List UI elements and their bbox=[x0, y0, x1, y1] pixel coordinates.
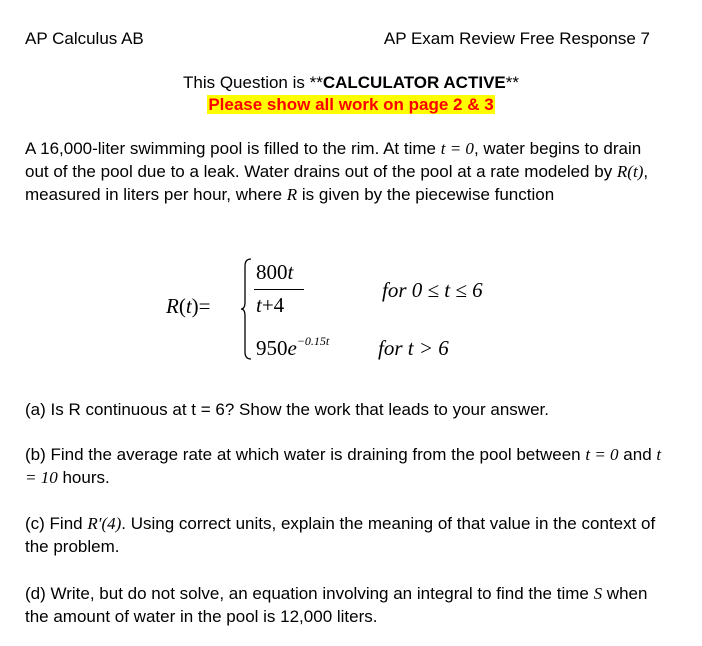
case2-expression bbox=[256, 334, 329, 361]
case1-num-var: t bbox=[287, 260, 294, 284]
case1-denominator bbox=[256, 293, 284, 318]
case1-condition bbox=[382, 278, 483, 303]
question-a: (a) Is R continuous at t = 6? Show the work that leads to your answer. bbox=[25, 400, 549, 419]
calculator-notice bbox=[0, 73, 702, 93]
case1-den-rest: +4 bbox=[261, 293, 285, 317]
lhs-variable: t bbox=[185, 294, 192, 318]
question-c bbox=[25, 512, 665, 558]
case2-exponent: −0.15t bbox=[296, 334, 330, 348]
case1-condition-expr: 0 ≤ t ≤ 6 bbox=[411, 278, 483, 302]
question-b-and: and bbox=[618, 445, 657, 464]
lhs-close-paren: ) bbox=[191, 294, 199, 318]
case2-condition-word: for bbox=[378, 336, 403, 360]
worksheet-title: AP Exam Review Free Response 7 bbox=[383, 29, 650, 48]
case1-num-coef: 800 bbox=[256, 260, 288, 284]
work-instruction: Please show all work on page 2 & 3 bbox=[208, 95, 494, 114]
intro-math-t0: t = 0 bbox=[440, 139, 474, 158]
question-d-text-1: (d) Write, but do not solve, an equation involving an integral to find the time bbox=[25, 584, 594, 603]
notice-emphasis: CALCULATOR ACTIVE bbox=[322, 73, 506, 92]
notice-prefix: This Question is ** bbox=[183, 73, 323, 92]
intro-text-3: , measured in liters per hour, where bbox=[25, 162, 649, 204]
left-brace-icon bbox=[240, 258, 252, 360]
intro-text-1: A 16,000-liter swimming pool is filled to the rim. At time bbox=[25, 139, 441, 158]
question-b-t0: t = 0 bbox=[585, 445, 619, 464]
question-c-expr: R′(4) bbox=[87, 514, 122, 533]
case1-fraction-bar bbox=[254, 289, 304, 290]
question-b-text-2: hours. bbox=[57, 468, 110, 487]
piecewise-function bbox=[0, 250, 702, 370]
intro-math-rt: R(t) bbox=[616, 162, 644, 181]
question-d bbox=[25, 582, 665, 628]
case2-coef: 950 bbox=[256, 336, 288, 360]
course-title: AP Calculus AB bbox=[25, 29, 144, 48]
question-b-t10: t = 10 bbox=[25, 445, 662, 487]
question-d-s: S bbox=[593, 584, 603, 603]
lhs-function-name: R bbox=[166, 294, 179, 318]
case1-den-var: t bbox=[256, 293, 262, 317]
problem-intro bbox=[25, 137, 665, 206]
work-instruction-line bbox=[0, 95, 702, 115]
case2-condition bbox=[378, 336, 449, 361]
question-c-text-1: (c) Find bbox=[25, 514, 88, 533]
lhs-equals: = bbox=[198, 294, 211, 318]
lhs-open-paren: ( bbox=[178, 294, 186, 318]
case1-condition-word: for bbox=[382, 278, 407, 302]
question-d-text-2: when the amount of water in the pool is 12,000 liters. bbox=[25, 584, 648, 626]
piecewise-lhs bbox=[166, 294, 211, 319]
question-c-text-2: . Using correct units, explain the meaning of that value in the context of the problem. bbox=[25, 514, 656, 556]
notice-suffix: ** bbox=[505, 73, 519, 92]
case2-condition-expr: t > 6 bbox=[407, 336, 449, 360]
intro-math-r: R bbox=[286, 185, 298, 204]
question-b-text-1: (b) Find the average rate at which water is draining from the pool between bbox=[25, 445, 586, 464]
intro-text-4: is given by the piecewise function bbox=[297, 185, 555, 204]
case2-base: e bbox=[287, 336, 297, 360]
question-b bbox=[25, 443, 665, 489]
intro-text-2: , water begins to drain out of the pool due to a leak. Water drains out of the pool at a rate modeled by bbox=[25, 139, 642, 181]
case1-numerator bbox=[256, 260, 293, 285]
